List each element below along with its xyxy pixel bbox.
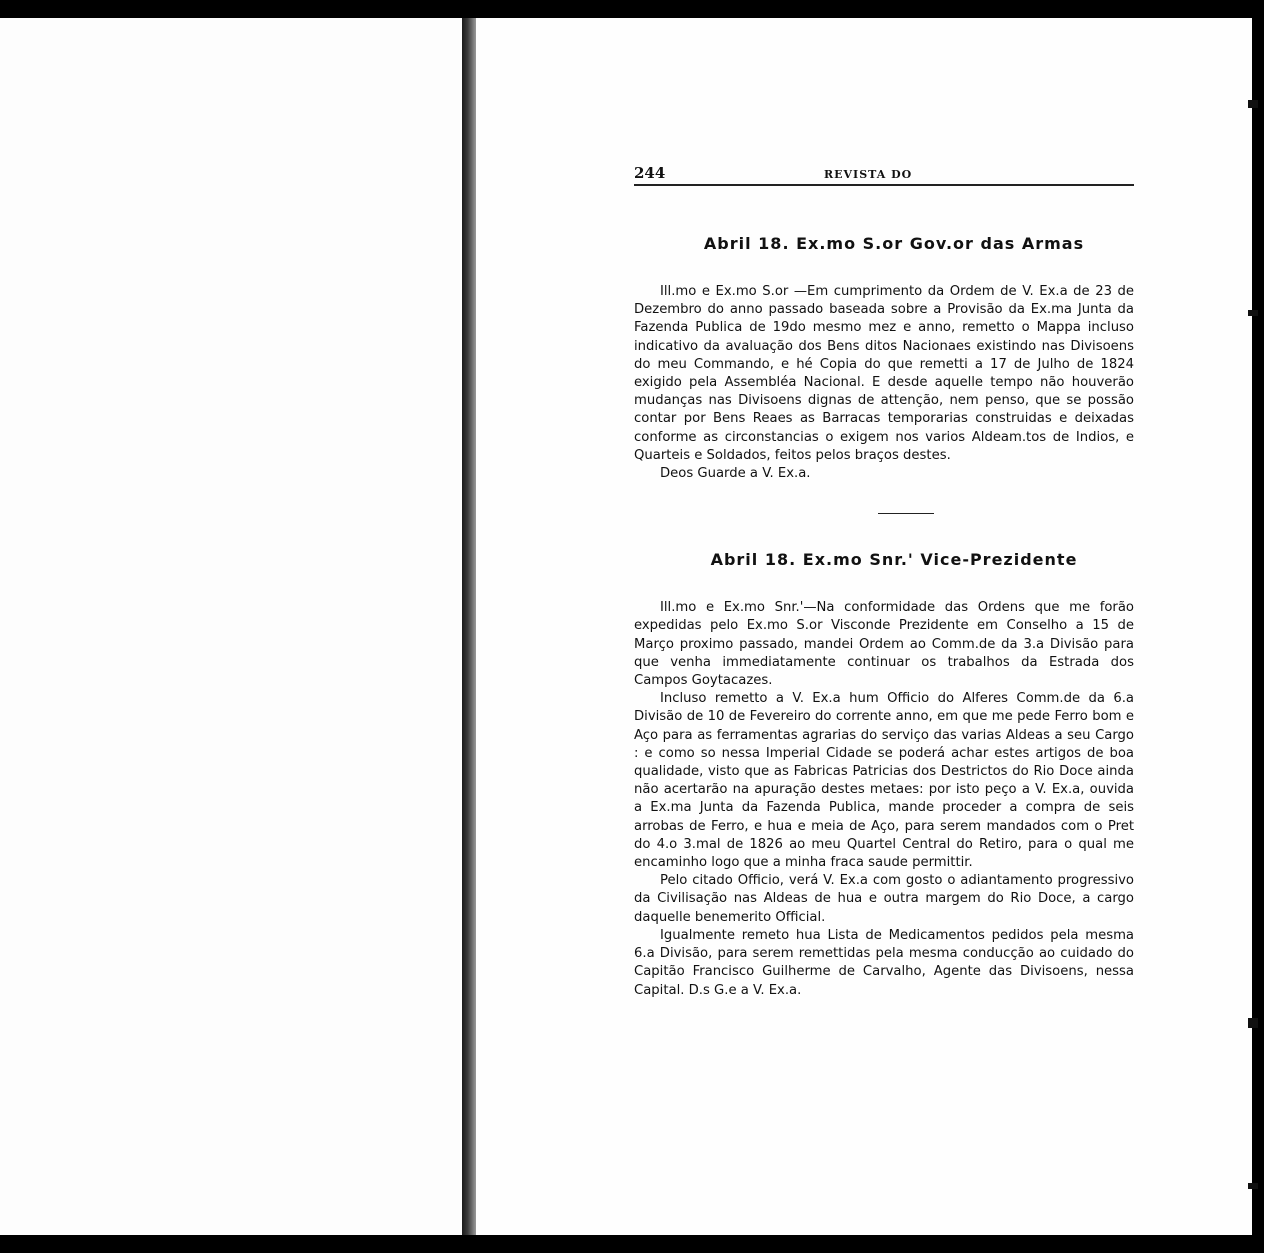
page-edge-mark	[1248, 310, 1258, 316]
letter-paragraph: Ill.mo e Ex.mo Snr.'—Na conformidade das Ordens que me forão expedidas pelo Ex.mo S.or Visconde Prezidente em Conselho a 15 de Março proximo passado, mandei Ordem ao Comm.de da 3.a Divisão para que venha immediatamente continuar os trabalhos da Estrada dos Campos Goytacazes.	[634, 600, 1134, 689]
page-edge-mark	[1248, 100, 1258, 108]
letter-1	[634, 234, 1134, 483]
letter-2	[634, 550, 1134, 999]
letter-paragraph: Ill.mo e Ex.mo S.or —Em cumprimento da Ordem de V. Ex.a de 23 de Dezembro do anno passado baseada sobre a Provisão da Ex.ma Junta da Fazenda Publica de 19do mesmo mez e anno, remetto o Mappa incluso indicativo da avaluação dos Bens ditos Nacionaes existindo nas Divisoens do meu Commando, e hé Copia do que remetti a 17 de Julho de 1824 exigido pela Assembléa Nacional. E desde aquelle tempo não houverão mudanças nas Divisoens dignas de attenção, nem penso, que se possão contar por Bens Reaes as Barracas temporarias construidas e deixadas conforme as circonstancias o exigem nos varios Aldeam.tos de Indios, e Quarteis e Soldados, feitos pelos braços destes.	[634, 284, 1134, 463]
letter-paragraph: Igualmente remeto hua Lista de Medicamentos pedidos pela mesma 6.a Divisão, para serem remettidas pela mesma conducção ao cuidado do Capitão Francisco Guilherme de Carvalho, Agente das Divisoens, nessa Capital. D.s G.e a V. Ex.a.	[634, 927, 1134, 998]
letter-heading: Abril 18. Ex.mo Snr.' Vice-Prezidente	[710, 550, 1078, 570]
section-separator	[878, 513, 934, 514]
letter-paragraph: Incluso remetto a V. Ex.a hum Officio do Alferes Comm.de da 6.a Divisão de 10 de Fevereiro do corrente anno, em que me pede Ferro bom e Aço para as ferramentas agrarias do serviço das varias Aldeas a seu Cargo : e como so nessa Imperial Cidade se poderá achar estes artigos de boa qualidade, visto que as Fabricas Patricias dos Destrictos do Rio Doce ainda não acertarão na apuração destes metaes: por isto peço a V. Ex.a, ouvida a Ex.ma Junta da Fazenda Publica, mande proceder a compra de seis arrobas de Ferro, e hua e meia de Aço, para serem mandados com o Pret do 4.o 3.mal de 1826 ao meu Quartel Central do Retiro, para o qual me encaminho logo que a minha fraca saude permittir.	[634, 691, 1134, 871]
running-head	[634, 162, 1134, 186]
page-content	[634, 162, 1134, 1000]
left-page-blank	[0, 18, 462, 1235]
book-gutter	[462, 18, 476, 1235]
page-edge-mark	[1248, 1018, 1258, 1028]
letter-paragraph: Pelo citado Officio, verá V. Ex.a com gosto o adiantamento progressivo da Civilisação nas Aldeas de hua e outra margem do Rio Doce, a cargo daquelle benemerito Official.	[634, 873, 1134, 925]
letter-signoff: Deos Guarde a V. Ex.a.	[660, 466, 811, 482]
journal-title: REVISTA DO	[824, 168, 913, 181]
letter-heading: Abril 18. Ex.mo S.or Gov.or das Armas	[703, 234, 1085, 253]
page-edge-mark	[1248, 1183, 1258, 1189]
right-page	[476, 18, 1252, 1235]
page-number: 244	[634, 164, 666, 182]
